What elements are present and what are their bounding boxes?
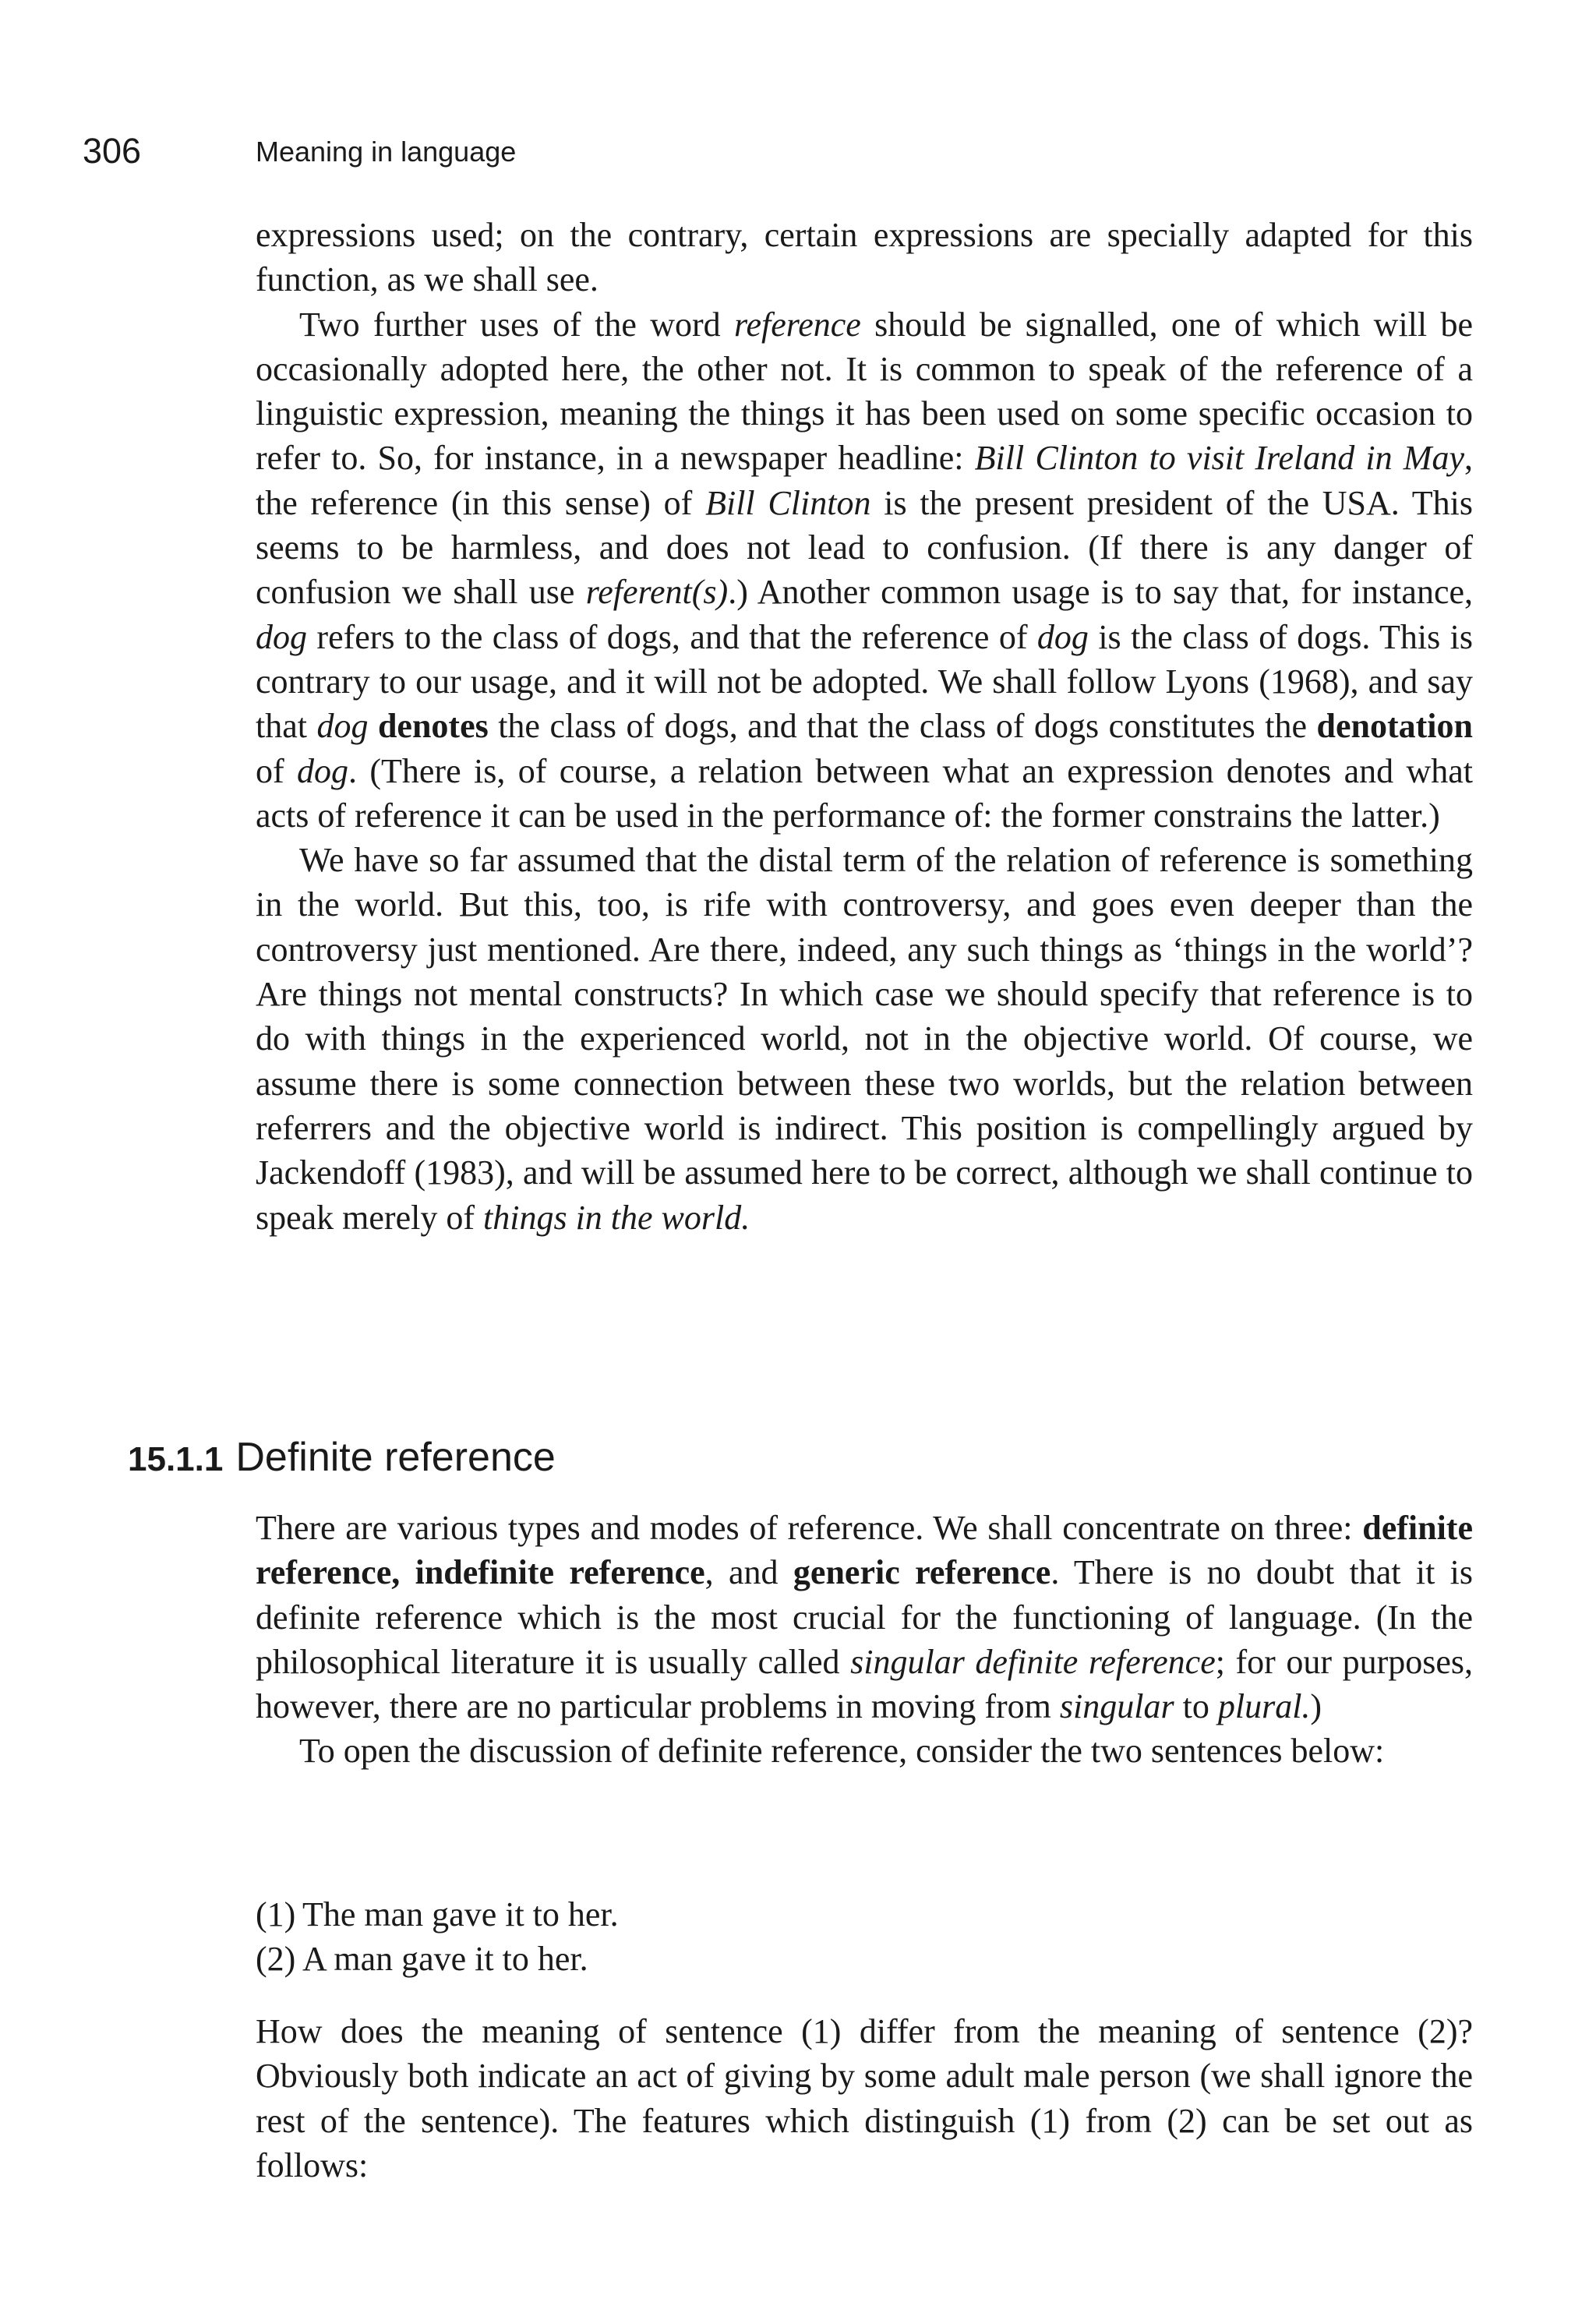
italic-text: singular <box>1059 1687 1174 1726</box>
italic-text: dog <box>316 707 369 746</box>
text-run: is the present president of the USA. This seems to be harmless, and does not lead to confusion. (If there is any danger of confusion we shall use <box>256 483 1473 612</box>
text-run: Two further uses of the word <box>299 305 734 344</box>
intro-text <box>256 213 1473 1240</box>
section-title: Definite reference <box>235 1435 556 1480</box>
italic-text: plural. <box>1217 1687 1311 1726</box>
paragraph <box>256 838 1473 1240</box>
text-run: , and <box>704 1553 793 1592</box>
paragraph <box>256 1729 1473 1773</box>
italic-text: reference <box>733 305 861 344</box>
text-run: . There is no doubt that it is definite reference which is the most crucial for the functioning of language. (In the philosophical literature it is usually called <box>256 1553 1474 1681</box>
italic-text: dog <box>1036 617 1089 656</box>
italic-text: things in the world. <box>483 1198 750 1237</box>
section-number: 15.1.1 <box>128 1440 224 1478</box>
example-list <box>256 1892 619 1982</box>
text-run: to <box>1174 1687 1218 1726</box>
bold-term: denotation <box>1316 707 1474 746</box>
text-run: , the reference (in this sense) of <box>256 439 1473 522</box>
text-run: To open the discussion of definite reference, consider the two sentences below: <box>299 1732 1385 1771</box>
example-item <box>256 1937 619 1981</box>
example-text: A man gave it to her. <box>302 1940 588 1979</box>
text-run: .) Another common usage is to say that, for instance, <box>728 573 1473 612</box>
example-text: The man gave it to her. <box>302 1895 619 1933</box>
example-number: (1) <box>256 1895 296 1933</box>
page-number: 306 <box>83 131 142 171</box>
example-item <box>256 1892 619 1937</box>
text-run: expressions used; on the contrary, certain expressions are specially adapted for this function, as we shall see. <box>256 216 1473 299</box>
italic-text: referent(s) <box>585 573 729 612</box>
italic-text: Bill Clinton to visit Ireland in May <box>974 439 1464 478</box>
paragraph <box>256 302 1473 839</box>
paragraph <box>256 1506 1473 1729</box>
text-run: refers to the class of dogs, and that the reference of <box>307 617 1037 656</box>
bold-term: denotes <box>377 707 489 746</box>
running-head: Meaning in language <box>256 136 517 168</box>
italic-text: dog <box>256 617 307 656</box>
italic-text: Bill Clinton <box>705 483 871 522</box>
text-run: ) <box>1310 1687 1322 1726</box>
text-run: . (There is, of course, a relation between what an expression denotes and what acts of reference it can be used in the performance of: the former constrains the latter.) <box>256 751 1473 835</box>
text-run: How does the meaning of sentence (1) differ from the meaning of sentence (2)? Obviously both indicate an act of giving by some adult male person (we shall ignore the rest of the sentence). The features which distinguish (1) from (2) can be set out as follows: <box>256 2012 1473 2184</box>
section-heading <box>128 1434 1453 1496</box>
text-run: of <box>256 751 298 790</box>
section-text-continued <box>256 2009 1473 2188</box>
text-run: There are various types and modes of reference. We shall concentrate on three: <box>256 1509 1363 1547</box>
italic-text: dog <box>297 751 349 790</box>
italic-text: singular definite reference <box>850 1642 1216 1681</box>
text-run: ; for our purposes, however, there are no particular problems in moving from <box>256 1642 1473 1726</box>
text-run: the class of dogs, and that the class of dogs constitutes the <box>488 707 1317 746</box>
paragraph <box>256 213 1473 302</box>
text-run: is the class of dogs. This is contrary to our usage, and it will not be adopted. We shall follow Lyons (1968), and say that <box>256 617 1473 746</box>
example-number: (2) <box>256 1940 296 1979</box>
text-run <box>368 707 377 745</box>
text-run: should be signalled, one of which will be occasionally adopted here, the other not. It is common to speak of the reference of a linguistic expression, meaning the things it has been used on some specific occasion to refer to. So, for instance, in a newspaper headline: <box>256 305 1473 478</box>
section-text <box>256 1506 1473 1774</box>
text-run: We have so far assumed that the distal term of the relation of reference is something in the world. But this, too, is rife with controversy, and goes even deeper than the controversy just mentioned. Are there, indeed, any such things as ‘things in the world’? Are things not mental constructs? In which case we should specify that reference is to do with things in the experienced world, not in the objective world. Of course, we assume there is some connection between these two worlds, but the relation between referrers and the objective world is indirect. This position is compellingly argued by Jackendoff (1983), and will be assumed here to be correct, although we shall continue to speak merely of <box>256 841 1473 1237</box>
bold-term: definite reference, indefinite reference <box>256 1509 1473 1592</box>
bold-term: generic reference <box>793 1553 1051 1592</box>
paragraph <box>256 2009 1473 2188</box>
